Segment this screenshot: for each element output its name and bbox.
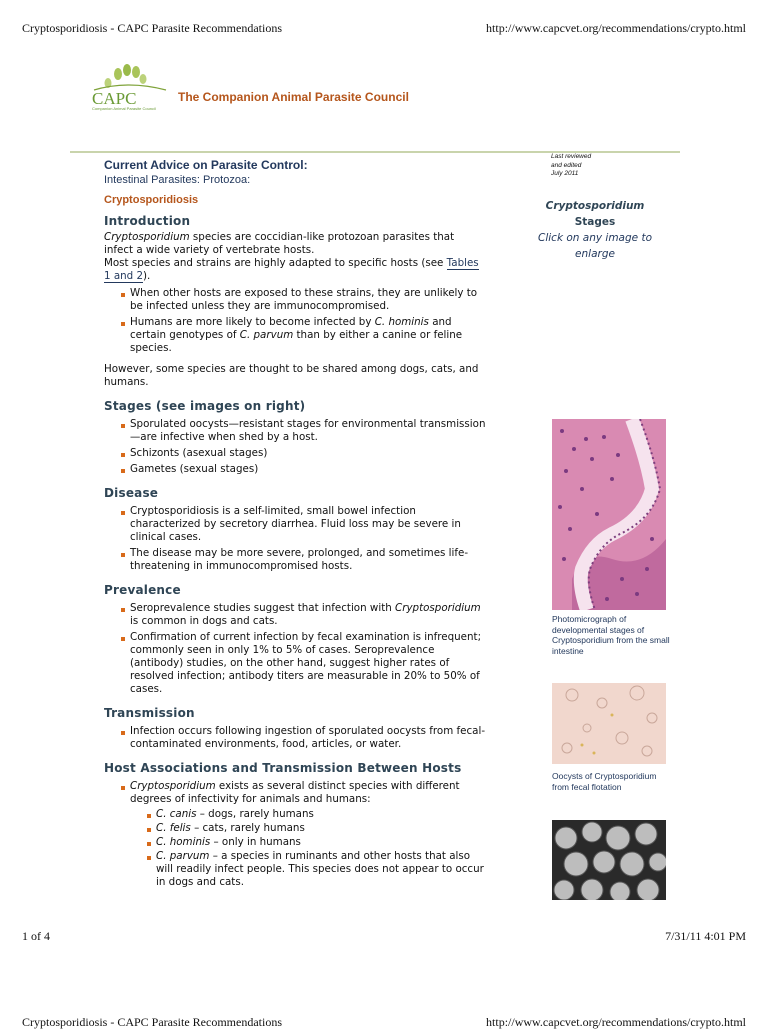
stages-heading: Stages (see images on right): [104, 399, 306, 413]
capc-logo[interactable]: [88, 64, 172, 112]
stages-bullets: [104, 418, 486, 476]
introduction-heading: Introduction: [104, 214, 191, 228]
disease-bullets: [104, 505, 486, 573]
transmission-bullets: [104, 725, 486, 751]
list-item: Confirmation of current infection by fecal examination is infrequent; commonly seen in only 1% to 5% of cases. Seroprevalence (antibody) studies, on the other hand, suggest higher rates of resolved infection; antibody titers are measurable in 20% to 50% of cases.: [104, 631, 486, 696]
host-associations-heading: Host Associations and Transmission Between Hosts: [104, 761, 462, 775]
species-item: C. parvum – a species in ruminants and other hosts that also will readily infect people. This species does not appear to occur in dogs and cats.: [130, 850, 486, 889]
list-item: The disease may be more severe, prolonged, and sometimes life-threatening in immunocompromised hosts.: [104, 547, 486, 573]
next-page-header-title: Cryptosporidiosis - CAPC Parasite Recommendations: [22, 1015, 282, 1029]
list-item: Sporulated oocysts—resistant stages for environmental transmission—are infective when shed by a host.: [104, 418, 486, 444]
paw-print-icon: [88, 64, 172, 112]
species-item: C. felis – cats, rarely humans: [130, 822, 486, 835]
stages-gallery-title: Cryptosporidium Stages Click on any image to enlarge: [538, 200, 652, 260]
page-number: 1 of 4: [22, 929, 50, 943]
intro-bullets: [104, 287, 486, 355]
next-page-header-url: http://www.capcvet.org/recommendations/crypto.html: [486, 1015, 746, 1029]
list-item: Infection occurs following ingestion of sporulated oocysts from fecal-contaminated environments, food, articles, or water.: [104, 725, 486, 751]
list-item: Cryptosporidiosis is a self-limited, small bowel infection characterized by secretory diarrhea. Fluid loss may be severe in clinical cases.: [104, 505, 486, 544]
list-item: Schizonts (asexual stages): [104, 447, 486, 460]
intro-paragraph-2: Most species and strains are highly adapted to specific hosts (see Tables 1 and 2).: [104, 257, 479, 282]
article: [104, 158, 486, 892]
logo-tagline: Companion Animal Parasite Council: [92, 106, 156, 111]
histology-caption: Photomicrograph of developmental stages of Cryptosporidium from the small intestine: [552, 614, 670, 656]
histology-image[interactable]: [552, 419, 666, 610]
list-item: Humans are more likely to become infected by C. hominis and certain genotypes of C. parvum than by either a canine or feline species.: [104, 316, 486, 355]
logo-acronym: CAPC: [92, 89, 137, 108]
print-header-title: Cryptosporidiosis - CAPC Parasite Recommendations: [22, 21, 282, 35]
disease-heading: Disease: [104, 486, 159, 500]
oocysts-image[interactable]: [552, 683, 666, 764]
list-item: Gametes (sexual stages): [104, 463, 486, 476]
list-item: Seroprevalence studies suggest that infection with Cryptosporidium is common in dogs and cats.: [104, 602, 486, 628]
intro-paragraph-1: Cryptosporidium species are coccidian-like protozoan parasites that infect a wide variety of vertebrate hosts.: [104, 231, 455, 256]
article-subheading: Intestinal Parasites: Protozoa:: [104, 174, 251, 186]
intro-paragraph-3: However, some species are thought to be shared among dogs, cats, and humans.: [104, 363, 479, 388]
tables-link[interactable]: Tables 1 and 2: [104, 257, 479, 282]
prevalence-bullets: [104, 602, 486, 696]
oocysts-caption: Oocysts of Cryptosporidium from fecal flotation: [552, 771, 657, 792]
sem-image[interactable]: [552, 820, 666, 900]
list-item: Cryptosporidium exists as several distinct species with different degrees of infectivity for animals and humans: C. canis – dogs, rarely humans C. felis – cats, rarely humans C. hominis – only in humans C. parvum – a species in ruminants and other hosts that also will readily infect people. This species does not appear to occur in dogs and cats.: [104, 780, 486, 889]
species-item: C. canis – dogs, rarely humans: [130, 808, 486, 821]
species-item: C. hominis – only in humans: [130, 836, 486, 849]
prevalence-heading: Prevalence: [104, 583, 181, 597]
article-heading: Current Advice on Parasite Control:: [104, 158, 308, 172]
transmission-heading: Transmission: [104, 706, 195, 720]
review-note: Last reviewed and edited July 2011: [551, 153, 592, 177]
org-name: The Companion Animal Parasite Council: [178, 90, 409, 104]
host-bullets: [104, 780, 486, 889]
print-header-url: http://www.capcvet.org/recommendations/crypto.html: [486, 21, 746, 35]
species-list: [130, 808, 486, 889]
list-item: When other hosts are exposed to these strains, they are unlikely to be infected unless they are immunocompromised.: [104, 287, 486, 313]
print-timestamp: 7/31/11 4:01 PM: [665, 929, 746, 943]
topic-title: Cryptosporidiosis: [104, 194, 199, 206]
